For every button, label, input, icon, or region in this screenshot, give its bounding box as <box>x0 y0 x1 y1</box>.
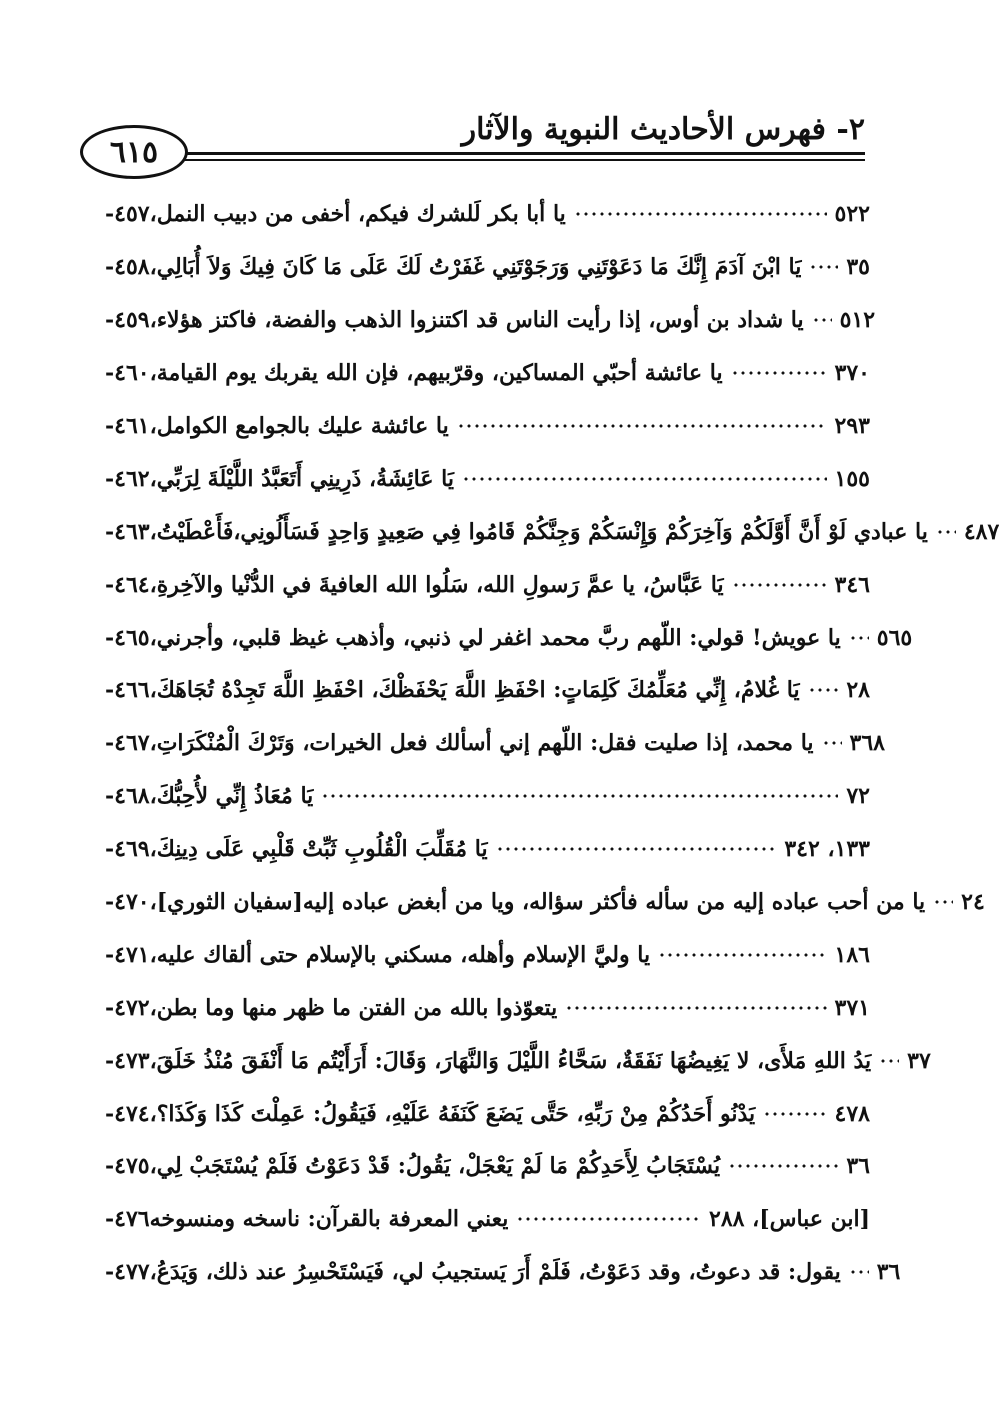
entry-number: ٤٦٥- <box>105 624 150 651</box>
dot-leader <box>728 1164 838 1168</box>
page-header <box>0 0 975 190</box>
index-entry <box>95 1087 870 1140</box>
entry-number: ٤٦٦- <box>105 677 150 704</box>
entry-text: يعني المعرفة بالقرآن: ناسخه ومنسوخه <box>149 1206 509 1233</box>
entry-text: يا وليَّ الإسلام وأهله، مسكني بالإسلام حتى ألقاك عليه، <box>149 941 651 968</box>
dot-leader <box>808 688 839 692</box>
entry-page-ref: ٣٧ <box>907 1047 931 1074</box>
dot-leader <box>565 1006 826 1010</box>
entry-page-ref: ٣٤٦ <box>834 571 870 598</box>
entry-text: يَا عَبَّاسُ، يا عمَّ رَسولِ الله، سَلُوا الله العافيةَ في الدُّنْيا والآخِرةِ، <box>149 571 724 598</box>
dot-leader <box>574 212 827 216</box>
entry-page-ref: ٣٦ <box>876 1259 901 1286</box>
index-entry <box>95 400 870 453</box>
dot-leader <box>732 583 827 587</box>
index-entry <box>95 981 870 1034</box>
page-number-badge <box>80 125 188 179</box>
entry-text: يقول: قد دعوتُ، وقد دَعَوْتُ، فَلَمْ أَرَ يَستجيبُ لي، فَيَسْتَحْسِرُ عند ذلك، وَيَدَعُ، <box>149 1259 841 1286</box>
entry-text: يَا عَائِشَةُ، ذَرِينِي أَتَعَبَّدُ اللَّيْلَةَ لِرَبِّي، <box>149 465 454 492</box>
index-entry <box>95 452 870 505</box>
index-entry <box>95 558 870 611</box>
entry-page-ref: ١٥٥ <box>834 465 870 492</box>
entry-page-ref: ١٨٦ <box>834 941 870 968</box>
entry-number: ٤٧٦- <box>105 1206 150 1233</box>
dot-leader <box>516 1217 701 1221</box>
dot-leader <box>933 900 953 904</box>
entry-page-ref: ٤٨٧ <box>963 518 999 545</box>
index-entry <box>95 611 913 664</box>
entry-number: ٤٥٩- <box>105 307 150 334</box>
entry-number: ٤٧٥- <box>105 1153 150 1180</box>
entry-page-ref: ٤٧٨ <box>834 1100 870 1127</box>
dot-leader <box>462 477 827 481</box>
dot-leader <box>879 1059 899 1063</box>
index-entry <box>95 241 870 294</box>
index-entry <box>95 505 999 558</box>
index-entry <box>95 823 870 876</box>
entry-text: يا من أحب عباده إليه من سأله فأكثر سؤاله، ويا من أبغض عباده إليه[سفيان الثوري]، <box>149 889 926 916</box>
entry-text: يَا مُقَلِّبَ الْقُلُوبِ ثَبِّتْ قَلْبِي عَلَى دِينِكَ، <box>149 836 488 863</box>
entry-number: ٤٦٧- <box>105 730 150 757</box>
entry-page-ref: ٥١٢ <box>839 307 876 334</box>
entry-number: ٤٦٠- <box>105 360 150 387</box>
dot-leader <box>496 847 777 851</box>
entry-number: ٤٥٨- <box>105 254 150 281</box>
entry-text: يتعوّذوا بالله من الفتن ما ظهر منها وما بطن، <box>149 994 558 1021</box>
dot-leader <box>457 424 827 428</box>
entry-text: يا شداد بن أوس، إذا رأيت الناس قد اكتنزوا الذهب والفضة، فاكتز هؤلاء، <box>149 307 804 334</box>
index-entry <box>95 1193 870 1246</box>
entry-page-ref: ٣٥ <box>846 254 870 281</box>
entry-number: ٤٦٨- <box>105 783 150 810</box>
entry-number: ٤٦٣- <box>105 518 150 545</box>
index-entry <box>95 770 870 823</box>
entry-page-ref: ١٣٣، ٣٤٢ <box>784 836 870 863</box>
entry-text: يَدُ اللهِ مَلأَى، لا يَغِيضُهَا نَفَقَةٌ، سَحَّاءُ اللَّيْلَ وَالنَّهَارَ، وَقَالَ: أَرَأَيْتُم مَا أَنْفَقَ مُنْذُ خَلَقَ، <box>149 1047 872 1074</box>
entry-number: ٤٧١- <box>105 941 150 968</box>
page-number: ٦١٥ <box>109 134 159 170</box>
dot-leader <box>809 265 838 269</box>
entry-number: ٤٧٢- <box>105 994 150 1021</box>
entry-page-ref: ٣٧٠ <box>834 360 870 387</box>
dot-leader <box>822 741 842 745</box>
index-entry <box>95 876 985 929</box>
entry-page-ref: ٧٢ <box>846 783 870 810</box>
entry-number: ٤٧٠- <box>105 889 150 916</box>
entry-text: يا عويش! قولي: اللّهم ربَّ محمد اغفر لي ذنبي، وأذهب غيظ قلبي، وأجرني، <box>149 624 841 651</box>
entry-page-ref: ٥٦٥ <box>876 624 913 651</box>
index-entry <box>95 294 876 347</box>
entry-number: ٤٧٤- <box>105 1100 150 1127</box>
dot-leader <box>763 1112 826 1116</box>
entry-text: يَا غُلامُ، إِنِّي مُعَلِّمُكَ كَلِمَاتٍ: احْفَظِ اللَّهَ يَحْفَظْكَ، احْفَظِ اللَّهَ تَجِدْهُ تُجَاهَكَ، <box>149 677 800 704</box>
dot-leader <box>849 636 869 640</box>
index-entry <box>95 188 870 241</box>
entry-page-ref: ٢٤ <box>961 889 985 916</box>
entry-text: يَا مُعَاذُ إِنِّي لأُحِبُّكَ، <box>149 783 314 810</box>
index-entry <box>95 717 885 770</box>
index-entry <box>95 1246 901 1299</box>
index-entry <box>95 1034 931 1087</box>
header-rule-thin <box>178 159 865 161</box>
hadith-index-list <box>95 188 999 1299</box>
dot-leader <box>812 318 832 322</box>
index-entry <box>95 664 870 717</box>
entry-number: ٤٦٢- <box>105 465 150 492</box>
entry-page-ref: ٢٩٣ <box>834 413 870 439</box>
entry-number: ٤٦١- <box>105 413 150 439</box>
entry-number: ٤٥٧- <box>105 201 150 228</box>
dot-leader <box>936 530 956 534</box>
index-entry <box>95 928 870 981</box>
entry-page-ref: ٣٦٨ <box>849 730 885 757</box>
entry-text: يَدْنُو أَحَدُكُمْ مِنْ رَبِّهِ، حَتَّى يَضَعَ كَنَفَهُ عَلَيْهِ، فَيَقُولُ: عَمِلْتَ كَذَا وَكَذَا؟، <box>149 1100 756 1127</box>
entry-number: ٤٧٣- <box>105 1047 150 1074</box>
entry-text: يا عائشة عليك بالجوامع الكوامل، <box>149 413 449 439</box>
entry-page-ref: ٥٢٢ <box>834 201 870 228</box>
entry-text: يُسْتَجَابُ لِأَحَدِكُمْ مَا لَمْ يَعْجَلْ، يَقُولُ: قَدْ دَعَوْتُ فَلَمْ يُسْتَجَبْ لِي، <box>149 1153 721 1180</box>
entry-number: ٤٧٧- <box>105 1259 150 1286</box>
entry-page-ref: ٣٦ <box>846 1153 870 1180</box>
dot-leader <box>731 371 827 375</box>
entry-text: يا أبا بكر لَلشرك فيكم، أخفى من دبيب النمل، <box>149 201 566 228</box>
section-title: ٢- فهرس الأحاديث النبوية والآثار <box>461 112 865 147</box>
entry-page-ref: ٢٨ <box>846 677 870 704</box>
entry-text: يا عبادي لَوْ أَنَّ أَوَّلَكُمْ وَآخِرَكُمْ وَإِنْسَكُمْ وَجِنَّكُمْ قَامُوا فِي صَعِيدٍ وَاحِدٍ فَسَأَلُونِي،فَأَعْطَيْتُ، <box>149 518 928 545</box>
index-entry <box>95 1140 870 1193</box>
dot-leader <box>658 953 826 957</box>
entry-text: يا عائشة أحبّي المساكين، وقرّبيهم، فإن الله يقربك يوم القيامة، <box>149 360 723 387</box>
entry-text: يا محمد، إذا صليت فقل: اللّهم إني أسألك فعل الخيرات، وَتَرْكَ الْمُنْكَرَاتِ، <box>149 730 814 757</box>
index-entry <box>95 347 870 400</box>
entry-page-ref: ٣٧١ <box>834 994 870 1021</box>
entry-text: يَا ابْنَ آدَمَ إِنَّكَ مَا دَعَوْتَنِي وَرَجَوْتَنِي غَفَرْتُ لَكَ عَلَى مَا كَانَ فِيكَ وَلاَ أُبَالِي، <box>149 254 802 281</box>
entry-number: ٤٦٤- <box>105 571 150 598</box>
header-rule-thick <box>178 152 865 155</box>
dot-leader <box>849 1270 869 1274</box>
entry-page-ref: [ابن عباس]، ٢٨٨ <box>709 1206 870 1233</box>
entry-number: ٤٦٩- <box>105 836 150 863</box>
dot-leader <box>321 794 838 798</box>
